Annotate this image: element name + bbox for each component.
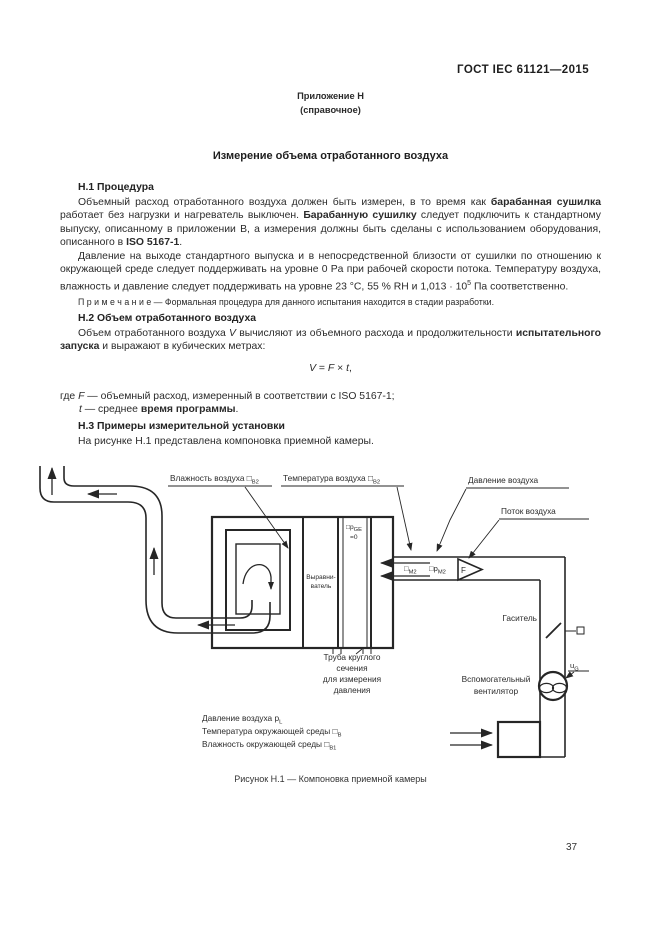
tube-label-line1: Труба круглого xyxy=(323,652,381,662)
dp-ge-equals-zero: =0 xyxy=(350,534,358,541)
formula: V = F × t, xyxy=(309,363,352,374)
air-inlet-box xyxy=(498,722,540,757)
humidity-air-label: Влажность воздуха $□_{В2}$ xyxy=(170,473,259,486)
exhaust-flow-arrows xyxy=(52,468,235,625)
temperature-air-label: Температура воздуха $□_{В2}$ xyxy=(283,473,381,486)
section-h2-paragraph-1: Объем отработанного воздуха V вычисляют из объемного расхода и продолжительности испытательного запуска и выражают в кубических метрах: xyxy=(60,328,602,353)
flow-sensor-letter: F xyxy=(461,566,466,575)
section-h1-paragraph-1: Объемный расход отработанного воздуха должен быть измерен, в то время как барабанная сушилка работает без нагрузки и нагреватель выключен. Барабанную сушилку следует подключить к стандартному выпуску, описанному в приложении В, а измерения должны быть сделаны с использованием оборудования, описанного в ISO 5167-1. xyxy=(60,197,601,249)
tube-label-line2: сечения xyxy=(336,663,368,673)
section-h2-heading: Н.2 Объем отработанного воздуха xyxy=(78,313,257,324)
tube-label-line3: для измерения xyxy=(322,674,382,684)
drum-circulation-arrow xyxy=(243,565,271,589)
callout-leaders xyxy=(168,486,589,558)
standard-designation: ГОСТ IEC 61121—2015 xyxy=(457,64,589,76)
tube-label-line4: давления xyxy=(333,685,371,695)
duct-flow-arrows xyxy=(381,563,492,745)
air-flow-label: Поток воздуха xyxy=(501,506,556,516)
aux-fan-label-line2: вентилятор xyxy=(473,686,519,696)
damper-label: Гаситель xyxy=(502,613,537,623)
ambient-temperature-label: Температура окружающей среды $□_В$ xyxy=(202,726,342,739)
section-h3-paragraph-1: На рисунке Н.1 представлена компоновка приемной камеры. xyxy=(78,436,374,447)
figure-caption: Рисунок Н.1 — Компоновка приемной камеры xyxy=(234,774,427,784)
page-title: Измерение объема отработанного воздуха xyxy=(212,150,449,162)
page-number: 37 xyxy=(566,842,578,853)
section-h1-note: П р и м е ч а н и е — Формальная процедура для данного испытания находится в стадии разработки. xyxy=(78,297,495,307)
equalizer-label-line1: Выравни- xyxy=(306,574,336,581)
flow-sensor-icon xyxy=(458,559,482,580)
ug-label: $u_G$ xyxy=(570,661,579,673)
fan-icon xyxy=(539,672,567,700)
section-h3-heading: Н.3 Примеры измерительной установки xyxy=(78,421,285,432)
annex-title: Приложение Н xyxy=(297,91,364,101)
theta-m2-label: $□_{М2}$ xyxy=(404,564,417,576)
ambient-pressure-label: Давление воздуха $p_L$ xyxy=(202,713,283,726)
measuring-duct xyxy=(393,557,565,757)
pressure-air-label: Давление воздуха xyxy=(468,475,539,485)
where-line-1: где F — объемный расход, измеренный в соответствии с ISO 5167-1; xyxy=(60,391,395,402)
equalizer-label-line2: ватель xyxy=(310,583,332,590)
annex-subtitle: (справочное) xyxy=(300,104,361,115)
where-line-2: t — среднее время программы. xyxy=(79,404,239,415)
aux-fan-label-line1: Вспомогательный xyxy=(461,674,531,684)
section-h1-heading: Н.1 Процедура xyxy=(78,182,154,193)
ambient-humidity-label: Влажность окружающей среды $□_{В1}$ xyxy=(202,739,337,752)
dp-ge-symbol: □pGE xyxy=(346,524,363,533)
damper-symbol xyxy=(577,627,584,634)
section-h1-paragraph-2: Давление на выходе стандартного выпуска и в непосредственной близости от сушилки по отношению к окружающей среде следует поддерживать на уровне 0 Pa при рабочей скорости потока. Температуру воздуха, влажность и давление следует поддерживать на уровне 23 °С, 55 % RH и $1,013 \cdot 10^5$ Па соответственно. xyxy=(60,251,601,293)
dp-m2-label: $□p_{М2}$ xyxy=(429,564,446,576)
tumble-dryer xyxy=(226,530,290,630)
